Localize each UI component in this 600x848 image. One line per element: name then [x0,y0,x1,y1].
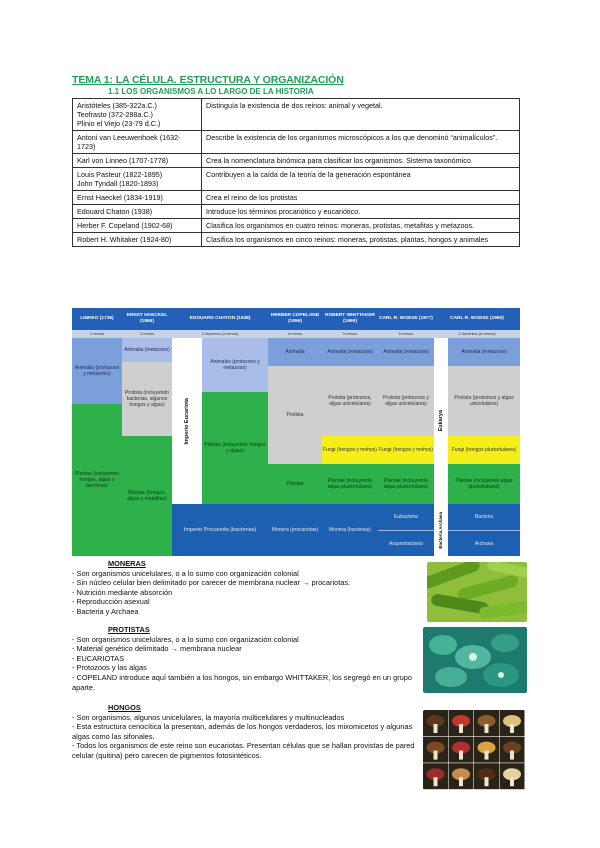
section-line: - Reproducción asexual [72,597,150,607]
linneo-plantae: Plantae (incluyendo hongos, algas y bacterias) [72,404,122,556]
section-line: - Son organismos unicelulares, o a lo sumo con organización colonial [72,568,299,578]
copeland-protista: Protista [268,366,322,464]
history-row [73,191,520,205]
header-woese77: CARL R. WOESE (1977) [378,308,434,330]
section-line: - Todos los organismos de este reino son eucariotas. Presentan células que se hallan provistas de pared celular (quitina) pero carecen de pigmentos fotosintéticos. [72,741,415,760]
section-hongos [72,703,422,761]
woese90-bacteria: Bacteria [448,504,520,530]
header-whittaker: ROBERT WHITTAKER (1969) [322,308,378,330]
woese77-fungi: Fungi (hongos y mohos) [378,436,434,464]
history-table [72,98,520,247]
copeland-monera: Monera (procariotas) [268,504,322,556]
mushroom-stem [485,751,489,760]
person-name: Herber F. Copeland (1902-68) [77,221,173,230]
history-person [73,131,202,154]
mushroom-stem [459,724,463,733]
section-heading-hongos: HONGOS [108,703,141,712]
woese90-animalia: Animalia (metazoos) [448,338,520,366]
history-person [73,168,202,191]
subheader-woese77: 6 reinos [378,330,434,338]
person-name: Robert H. Whitaker (1924-80) [77,235,172,244]
history-contribution: Contribuyen a la caída de la teoría de la generación espontánea [202,168,520,191]
chaton-animales: Animales (protozoos y metazoos) [202,338,268,392]
header-copeland: HERBER COPELAND (1956) [268,308,322,330]
history-person [73,205,202,219]
history-contribution: Clasifica los organismos en cinco reinos: moneras, protistas, plantas, hongos y animales [202,233,520,247]
mushroom-stem [485,777,489,786]
classification-chart [72,308,520,556]
mushroom-stem [510,724,514,733]
mushroom-stem [434,777,438,786]
chaton-eucariota-label: Imperio Eucariota [172,338,202,504]
history-person [73,191,202,205]
person-name: Antoni van Leeuwenhoek (1632-1723) [77,133,181,151]
section-line: - Esta estructura cenocítica la presentan, además de los hongos verdaderos, los mixomicetos y algunas algas como las sifonales. [72,722,413,741]
bacteria-image [427,562,527,622]
woese77-plantae: Plantae (incluyendo algas pluricelulares) [378,464,434,504]
history-person [73,154,202,168]
woese90-fungi: Fungi (hongos pluricelulares) [448,436,520,464]
woese90-eukarya-label: Eukarya [434,338,448,504]
section-line: - Nutrición mediante absorción [72,587,173,597]
woese90-domain-label: Bacteria Archaea [434,504,448,556]
haeckel-plantae: Plantae (hongos, algas y metafitas) [122,436,172,556]
section-line: - Sin núcleo celular bien delimitado por carecer de membrana nuclear → procariotas. [72,578,351,588]
subheader-copeland: 4 reinos [268,330,322,338]
woese90-archaea: Archaea [448,530,520,556]
copeland-animalia: Animalia [268,338,322,366]
section-protistas [72,625,422,692]
history-row [73,99,520,131]
history-person [73,99,202,131]
haeckel-animalia: Animalia (metazoos) [122,338,172,362]
whittaker-monera: Monera (bacterias) [322,504,378,556]
history-row [73,154,520,168]
section-moneras [72,559,422,617]
person-name: Teofrasto (372-288a.C.) [77,110,153,119]
person-name: Karl von Linneo (1707-1778) [77,156,169,165]
history-row [73,219,520,233]
mushroom-stem [459,777,463,786]
history-row [73,233,520,247]
section-heading-moneras: MONERAS [108,559,146,568]
subheader-chaton: 2 imperios (4 reinos) [172,330,268,338]
section-line: - EUCARIOTAS [72,653,125,663]
subheader-woese90: 3 dominios (6 reinos) [434,330,520,338]
woese77-animalia: Animalia (metazoos) [378,338,434,366]
subheader-whittaker: 5 reinos [322,330,378,338]
header-linneo: LINNEO (1735) [72,308,122,330]
history-row [73,205,520,219]
haeckel-protista: Protista (incluyendo bacterias, algunos hongos y algas) [122,362,172,436]
person-name: Plinio el Viejo (23-79 d.C.) [77,119,161,128]
section-line: - Material genético delimitado → membrana nuclear [72,644,242,654]
protist-image [423,627,527,693]
woese90-plantae: Plantae (incluyendo algas pluricelulares) [448,464,520,504]
person-name: Ernst Haeckel (1834-1919) [77,193,163,202]
copeland-plantae: Plantae [268,464,322,504]
subheader-haeckel: 3 reinos [122,330,172,338]
history-contribution: Distinguía la existencia de dos reinos: animal y vegetal. [202,99,520,131]
section-subtitle: 1.1 LOS ORGANISMOS A LO LARGO DE LA HISTORIA [108,87,314,96]
mushroom-stem [510,777,514,786]
woese77-protista: Protista (protozoos y algas unicelulares) [378,366,434,436]
whittaker-protista: Protista (protozoos, algas unicelulares) [322,366,378,436]
woese77-arqueobacteria: Arqueobacteria [378,530,434,556]
history-contribution: Crea el reino de los protistas [202,191,520,205]
history-contribution: Introduce los términos procariótico y eucariótico. [202,205,520,219]
mushroom-stem [434,724,438,733]
whittaker-plantae: Plantae (incluyendo algas pluricelulares) [322,464,378,504]
mushroom-stem [434,751,438,760]
history-row [73,131,520,154]
chaton-plantas: Plantas (incluyendo hongos y algas) [202,392,268,504]
history-contribution: Clasifica los organismos en cuatro reinos: moneras, protistas, metafitas y metazoos. [202,219,520,233]
linneo-animalia: Animalia (protozoos y metazoos) [72,338,122,404]
woese77-eubacteria: Eubacteria [378,504,434,530]
page-title: TEMA 1: LA CÉLULA. ESTRUCTURA Y ORGANIZACIÓN [72,74,344,86]
header-haeckel: ERNST HAECKEL (1866) [122,308,172,330]
whittaker-fungi: Fungi (hongos y mohos) [322,436,378,464]
history-row [73,168,520,191]
subheader-linneo: 2 reinos [72,330,122,338]
section-line: - Son organismos, algunos unicelulares, la mayoría multicelulares y multinucleados [72,712,345,722]
person-name: Aristóteles (385-322a.C.) [77,101,157,110]
section-heading-protistas: PROTISTAS [108,625,150,634]
fungi-image [423,710,525,790]
history-contribution: Crea la nomenclatura binómica para clasificar los organismos. Sistema taxonómico. [202,154,520,168]
person-name: John Tyndall (1820-1893) [77,179,159,188]
section-line: - Bacteria y Archaea [72,606,139,616]
history-person [73,233,202,247]
section-line: - Protozoos y las algas [72,663,147,673]
mushroom-stem [485,724,489,733]
history-person [73,219,202,233]
person-name: Louis Pasteur (1822-1895) [77,170,163,179]
section-line: - COPELAND introduce aquí también a los hongos, sin embargo WHITTAKER, los segregó en un grupo aparte. [72,672,413,692]
header-chaton: EDOUARD CHATON (1938) [172,308,268,330]
woese90-protista: Protista (protozoos y algas unicelulares) [448,366,520,436]
mushroom-stem [510,751,514,760]
chaton-procariota: Imperio Procariota (bacterias) [172,504,268,556]
section-line: - Son organismos unicelulares, o a lo sumo con organización colonial [72,634,299,644]
history-contribution: Describe la existencia de los organismos microscópicos a los que denominó “animalículos”. [202,131,520,154]
whittaker-animalia: Animalia (metazoos) [322,338,378,366]
mushroom-stem [459,751,463,760]
header-woese90: CARL R. WOESE (1990) [434,308,520,330]
person-name: Edouard Chaton (1938) [77,207,153,216]
